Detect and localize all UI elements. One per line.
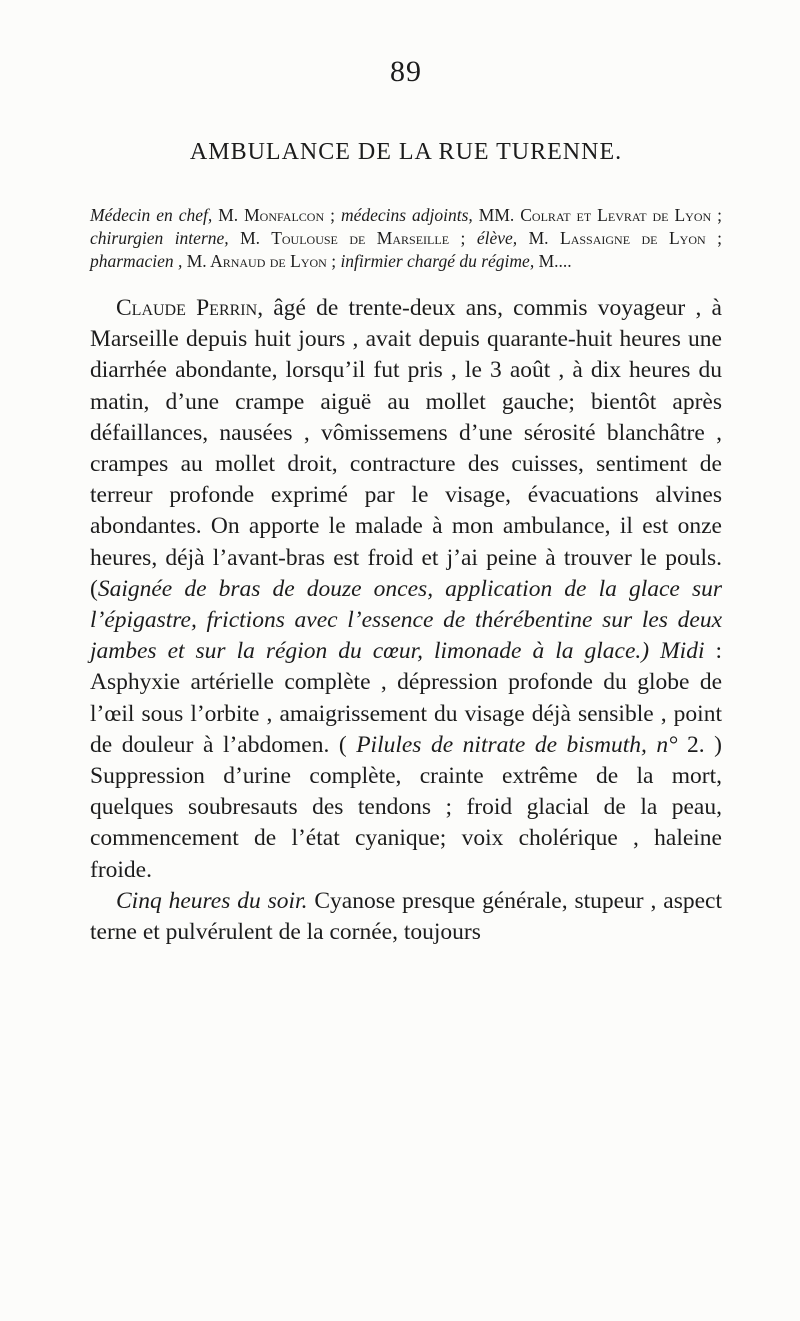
name-student: M. Lassaigne de Lyon ; (517, 228, 722, 248)
role-nurse: infirmier chargé du régime, (336, 251, 535, 271)
case-paragraph-2 (90, 886, 722, 948)
patient-name: Claude Perrin (116, 295, 258, 321)
name-nurse: M.... (534, 251, 572, 271)
role-adjoints: médecins adjoints, (334, 205, 473, 225)
name-pharmacist: M. Arnaud de Lyon ; (182, 251, 337, 271)
time-evening: Cinq heures du soir. (116, 887, 308, 914)
role-student: élève, (465, 228, 518, 248)
document-page (90, 55, 722, 948)
role-chief: Médecin en chef, (90, 205, 213, 225)
name-surgeon: M. Toulouse de Marseille ; (228, 228, 466, 248)
page-number: 89 (390, 55, 422, 88)
staff-listing (90, 204, 722, 273)
role-surgeon: chirurgien interne, (90, 228, 229, 248)
treatment-2: Pilules de nitrate de bismuth, n° (356, 731, 678, 758)
treatment-1: Saignée de bras de douze onces, application de la glace sur l’épigastre, frictions avec l’essence de thérébentine sur les deux jambes et sur la région du cœur, limonade à la glace.) (90, 575, 722, 665)
case-paragraph-1 (90, 293, 722, 886)
case-text-2 (649, 638, 660, 664)
section-title: AMBULANCE DE LA RUE TURENNE. (189, 139, 623, 165)
case-text-3: : Asphyxie artérielle complète , dépression profonde du globe de l’œil sous l’orbite , amaigrissement du visage déjà sensible , point de douleur à l’abdomen. ( (90, 638, 723, 758)
time-midi: Midi (660, 638, 705, 665)
role-pharmacist: pharmacien , (90, 251, 183, 271)
case-text-1: , âgé de trente-deux ans, commis voyageur , à Marseille depuis huit jours , avait depuis quarante-huit heures une diarrhée abondante, lorsqu’il fut pris , le 3 août , à dix heures du matin, d’une crampe aiguë au mollet gauche; bientôt après défaillances, nausées , vômissemens d’une sérosité blanchâtre , crampes au mollet droit, contracture des cuisses, sentiment de terreur profonde exprimé par le visage, évacuations alvines abondantes. On apporte le malade à mon ambulance, il est onze heures, déjà l’avant-bras est froid et j’ai peine à trouver le pouls. ( (90, 295, 722, 602)
name-chief: M. Monfalcon ; (212, 205, 335, 225)
names-adjoints: MM. Colrat et Levrat de Lyon ; (472, 205, 722, 225)
case-report (90, 293, 722, 948)
case-text-4: 2. ) Suppression d’urine complète, crainte extrême de la mort, quelques soubresauts des tendons ; froid glacial de la peau, commencement de l’état cyanique; voix cholérique , haleine froide. (90, 731, 723, 883)
case-text-5: Cyanose presque générale, stupeur , aspect terne et pulvérulent de la cornée, toujours (90, 887, 722, 946)
